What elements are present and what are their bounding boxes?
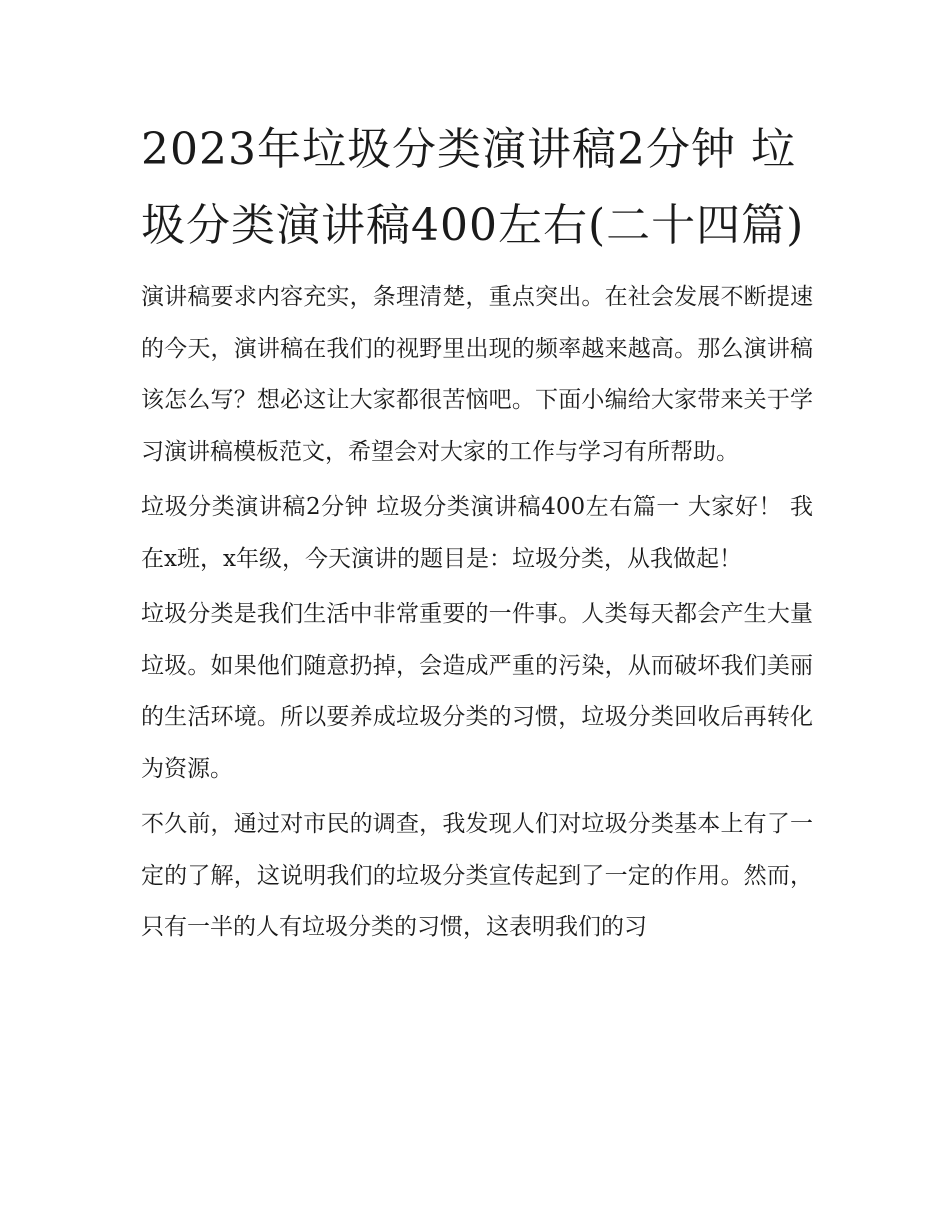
paragraph-intro: 演讲稿要求内容充实，条理清楚，重点突出。在社会发展不断提速的今天，演讲稿在我们的视野里出现的频率越来越高。那么演讲稿该怎么写？想必这让大家都很苦恼吧。下面小编给大家带来关于学习演讲稿模板范文，希望会对大家的工作与学习有所帮助。 bbox=[141, 284, 813, 465]
paragraph-importance: 垃圾分类是我们生活中非常重要的一件事。人类每天都会产生大量垃圾。如果他们随意扔掉，会造成严重的污染，从而破坏我们美丽的生活环境。所以要养成垃圾分类的习惯，垃圾分类回收后再转化为资源。 bbox=[141, 601, 813, 782]
paragraph-greeting: 垃圾分类演讲稿2分钟 垃圾分类演讲稿400左右篇一 大家好！ 我在x班，x年级，今天演讲的题目是：垃圾分类，从我做起！ bbox=[141, 494, 813, 572]
paragraph-survey: 不久前，通过对市民的调查，我发现人们对垃圾分类基本上有了一定的了解，这说明我们的垃圾分类宣传起到了一定的作用。然而，只有一半的人有垃圾分类的习惯，这表明我们的习 bbox=[141, 811, 813, 940]
document-page bbox=[141, 112, 813, 958]
document-title: 2023年垃圾分类演讲稿2分钟 垃圾分类演讲稿400左右(二十四篇) bbox=[141, 124, 805, 251]
